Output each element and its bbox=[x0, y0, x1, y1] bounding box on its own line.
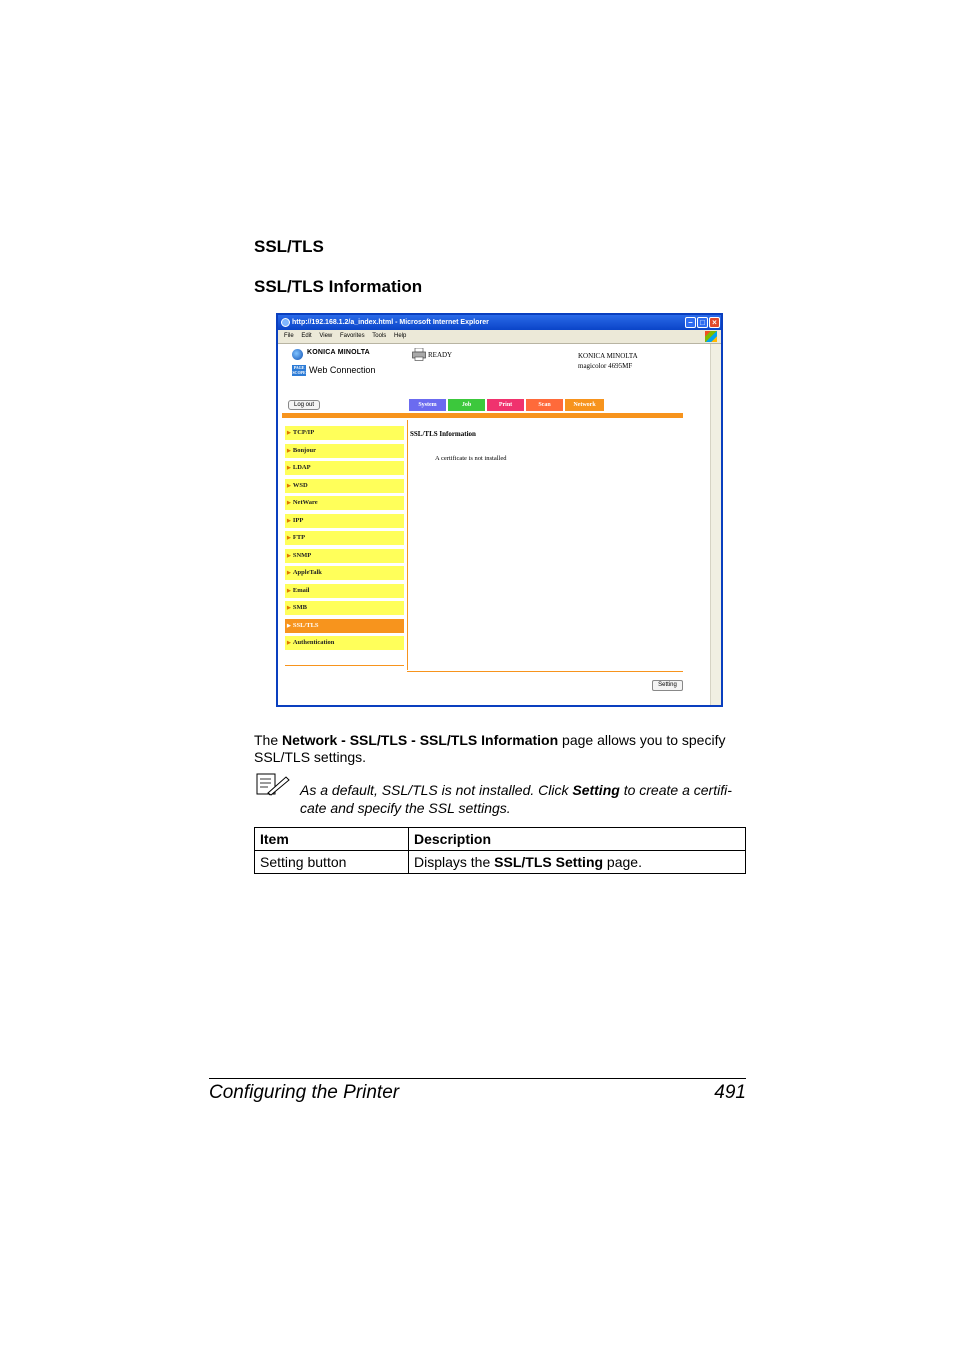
nav-item[interactable] bbox=[285, 601, 404, 615]
nav-bottom-rule bbox=[285, 665, 404, 666]
table-header-row bbox=[255, 828, 746, 851]
menu-view[interactable]: View bbox=[319, 333, 333, 339]
nav-item-label: IPP bbox=[292, 516, 304, 524]
arrow-right-icon: ▶ bbox=[287, 623, 291, 629]
brand-name: KONICA MINOLTA bbox=[307, 349, 370, 356]
arrow-right-icon: ▶ bbox=[287, 448, 291, 454]
table-cell-description bbox=[409, 851, 746, 874]
tab-job[interactable]: Job bbox=[448, 399, 485, 411]
footer-title: Configuring the Printer bbox=[209, 1082, 400, 1103]
web-connection-label: Web Connection bbox=[309, 365, 376, 375]
menu-favorites[interactable]: Favorites bbox=[339, 333, 365, 339]
menu-edit[interactable]: Edit bbox=[301, 333, 312, 339]
nav-item[interactable] bbox=[285, 444, 404, 458]
web-page bbox=[278, 344, 711, 705]
nav-item-label: Email bbox=[292, 586, 310, 594]
nav-item-label: FTP bbox=[292, 534, 306, 541]
nav-item[interactable] bbox=[285, 619, 404, 633]
nav-item[interactable] bbox=[285, 566, 404, 580]
tab-system[interactable]: System bbox=[409, 399, 446, 411]
browser-menubar bbox=[278, 330, 721, 344]
arrow-right-icon: ▶ bbox=[287, 606, 291, 611]
menu-file[interactable]: File bbox=[284, 333, 294, 339]
printer-icon bbox=[412, 348, 426, 361]
note-text-end: to create a certifi-cate and specify the SSL settings. bbox=[300, 782, 732, 816]
nav-item[interactable] bbox=[285, 426, 404, 440]
arrow-right-icon: ▶ bbox=[287, 588, 291, 594]
section-heading: SSL/TLS bbox=[254, 237, 324, 256]
nav-item[interactable] bbox=[285, 514, 404, 528]
note-pencil-icon bbox=[256, 773, 290, 797]
arrow-right-icon: ▶ bbox=[287, 431, 291, 436]
nav-item-label: LDAP bbox=[292, 464, 311, 471]
nav-item[interactable] bbox=[285, 636, 404, 650]
arrow-right-icon: ▶ bbox=[287, 483, 291, 489]
arrow-right-icon: ▶ bbox=[287, 466, 291, 471]
page-number: 491 bbox=[714, 1082, 746, 1103]
nav-item-label: SMB bbox=[292, 604, 307, 611]
windows-logo-icon bbox=[705, 331, 717, 342]
nav-item-label: AppleTalk bbox=[292, 569, 322, 576]
nav-item[interactable] bbox=[285, 531, 404, 545]
nav-item-label: TCP/IP bbox=[292, 429, 315, 436]
ie-icon bbox=[281, 318, 290, 327]
browser-titlebar bbox=[278, 315, 721, 330]
certificate-status-message: A certificate is not installed bbox=[435, 455, 507, 462]
nav-item-label: Authentication bbox=[292, 639, 335, 646]
nav-item[interactable] bbox=[285, 479, 404, 493]
nav-item-label: Bonjour bbox=[292, 446, 316, 454]
desc-text-start: Displays the bbox=[414, 854, 495, 870]
desc-text-end: page. bbox=[603, 854, 642, 870]
browser-screenshot bbox=[276, 313, 723, 707]
content-bottom-rule bbox=[407, 671, 683, 672]
content-title: SSL/TLS Information bbox=[410, 430, 476, 438]
arrow-right-icon: ▶ bbox=[287, 501, 291, 506]
note-text-start: As a default, SSL/TLS is not installed. Click bbox=[300, 782, 573, 798]
table-cell-item: Setting button bbox=[255, 851, 409, 874]
nav-item[interactable] bbox=[285, 584, 404, 598]
nav-item[interactable] bbox=[285, 549, 404, 563]
menu-tools[interactable]: Tools bbox=[372, 333, 387, 339]
nav-item[interactable] bbox=[285, 496, 404, 510]
menu-help[interactable]: Help bbox=[393, 333, 407, 339]
pagescope-logo-icon: PAGE SCOPE bbox=[292, 365, 306, 375]
konica-minolta-logo-icon bbox=[292, 349, 303, 360]
arrow-right-icon: ▶ bbox=[287, 571, 291, 576]
table-header-description: Description bbox=[409, 828, 746, 851]
note-bold: Setting bbox=[572, 782, 620, 798]
nav-content-divider bbox=[407, 420, 408, 670]
desc-bold: SSL/TLS Setting bbox=[494, 854, 604, 870]
nav-item-label: NetWare bbox=[292, 499, 318, 506]
tab-network[interactable]: Network bbox=[565, 399, 604, 411]
arrow-right-icon: ▶ bbox=[287, 536, 291, 541]
network-nav-menu bbox=[285, 426, 404, 654]
nav-item-label: SNMP bbox=[292, 551, 312, 559]
vertical-scrollbar[interactable] bbox=[710, 344, 721, 705]
tab-scan[interactable]: Scan bbox=[526, 399, 563, 411]
maximize-icon[interactable]: □ bbox=[697, 317, 708, 328]
browser-title: http://192.168.1.2/a_index.html - Microsoft Internet Explorer bbox=[292, 319, 489, 326]
paragraph-text: The bbox=[254, 732, 283, 748]
arrow-right-icon: ▶ bbox=[287, 518, 291, 524]
arrow-right-icon: ▶ bbox=[287, 641, 291, 646]
minimize-icon[interactable]: – bbox=[685, 317, 696, 328]
item-description-table bbox=[254, 827, 746, 874]
header-divider bbox=[282, 413, 683, 418]
model-maker: KONICA MINOLTA bbox=[578, 352, 638, 360]
description-paragraph bbox=[254, 732, 749, 766]
status-text: READY bbox=[428, 351, 453, 359]
table-header-item: Item bbox=[255, 828, 409, 851]
subsection-heading: SSL/TLS Information bbox=[254, 277, 423, 296]
logout-button[interactable]: Log out bbox=[288, 400, 320, 410]
nav-item-label: SSL/TLS bbox=[292, 621, 319, 629]
table-row bbox=[255, 851, 746, 874]
paragraph-bold: Network - SSL/TLS - SSL/TLS Information bbox=[282, 732, 559, 748]
paragraph-text-end: page allows you to specify SSL/TLS settings. bbox=[254, 732, 726, 765]
setting-button[interactable]: Setting bbox=[652, 680, 683, 691]
close-icon[interactable]: × bbox=[709, 317, 720, 328]
arrow-right-icon: ▶ bbox=[287, 553, 291, 559]
footer-rule bbox=[209, 1078, 746, 1079]
model-name: magicolor 4695MF bbox=[578, 362, 633, 370]
nav-item[interactable] bbox=[285, 461, 404, 475]
note-text bbox=[300, 781, 750, 817]
nav-item-label: WSD bbox=[292, 481, 308, 489]
tab-print[interactable]: Print bbox=[487, 399, 524, 411]
